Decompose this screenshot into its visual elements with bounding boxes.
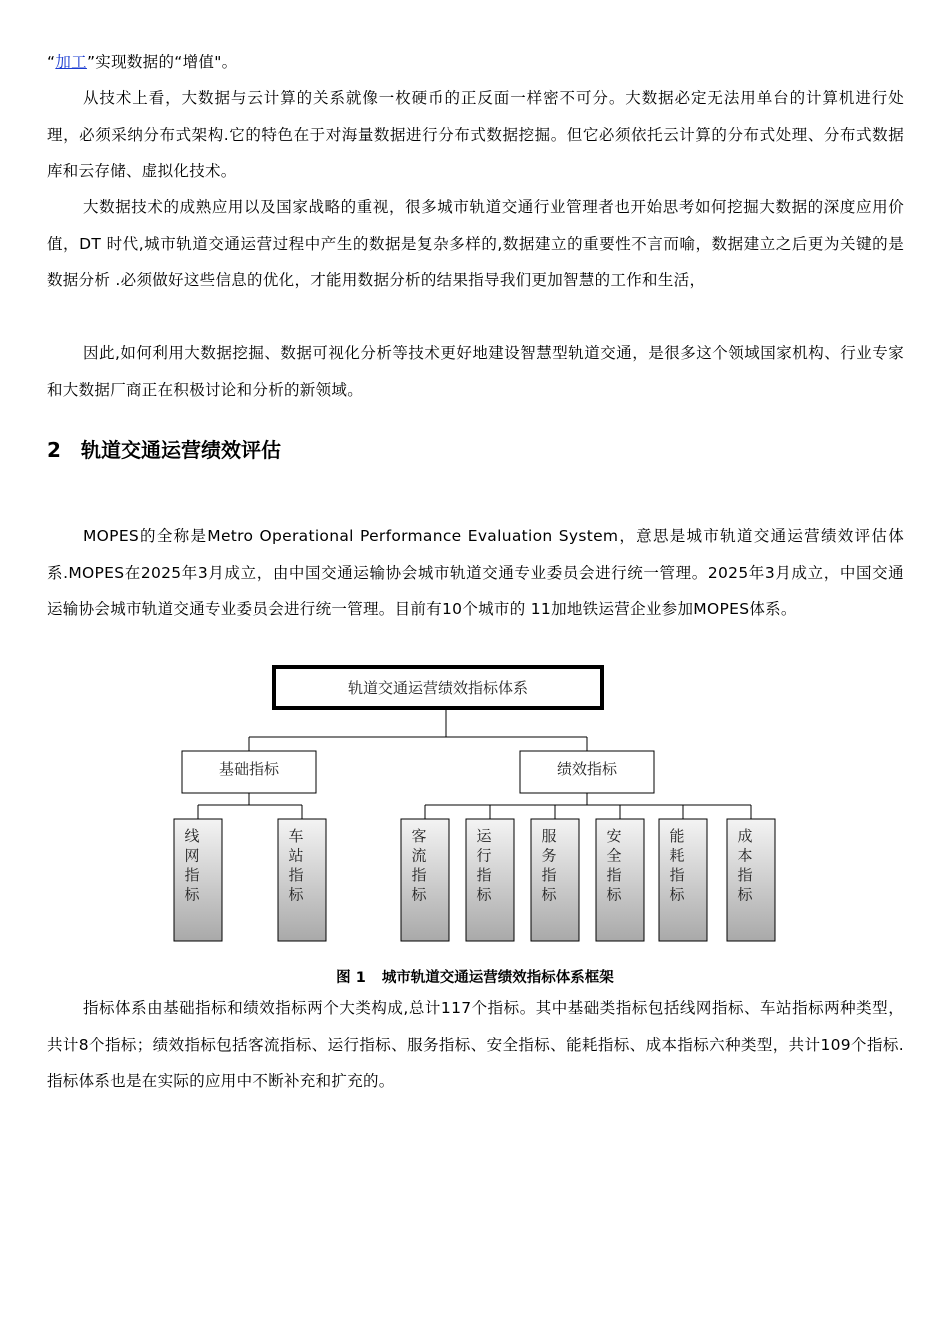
figure-caption <box>0 965 950 991</box>
paragraph-indicator-summary: 指标体系由基础指标和绩效指标两个大类构成,总计117个指标。其中基础类指标包括线网指标、车站指标两种类型，共计8个指标；绩效指标包括客流指标、运行指标、服务指标、安全指标、能耗指标、成本指标六种类型，共计109个指标.指标体系也是在实际的应用中不断补充和扩充的。 <box>47 999 904 1090</box>
leaf-label-char: 指 <box>737 866 753 884</box>
paragraph-smart-rail: 因此,如何利用大数据挖掘、数据可视化分析等技术更好地建设智慧型轨道交通，是很多这个领域国家机构、行业专家和大数据厂商正在积极讨论和分析的新领域。 <box>47 344 904 399</box>
leaf-label-char: 运 <box>476 827 492 845</box>
root-node <box>274 667 602 708</box>
processing-link[interactable]: 加工 <box>55 53 87 71</box>
leaf-label-char: 能 <box>669 827 685 845</box>
leaf-label-char: 指 <box>288 866 304 884</box>
figure-number: 图 1 <box>336 970 366 986</box>
figure-caption-text: 城市轨道交通运营绩效指标体系框架 <box>381 970 614 986</box>
leaf-label-char: 标 <box>737 885 753 904</box>
leaf-label-char: 标 <box>669 885 685 904</box>
leaf-label-char: 务 <box>541 846 557 865</box>
group-label: 绩效指标 <box>556 760 618 778</box>
leaf-label-char: 标 <box>184 885 200 904</box>
leaf-label-char: 全 <box>606 846 622 865</box>
group-nodes <box>182 751 654 793</box>
leaf-label-char: 安 <box>606 827 622 845</box>
leaf-node <box>596 819 644 941</box>
leaf-label-char: 流 <box>411 846 427 865</box>
leaf-label-char: 网 <box>184 846 200 865</box>
leaf-node <box>659 819 707 941</box>
section-title: 轨道交通运营绩效评估 <box>81 438 281 462</box>
leaf-nodes <box>174 819 775 941</box>
paragraph-mopes-intro: MOPES的全称是Metro Operational Performance Evaluation System，意思是城市轨道交通运营绩效评估体系.MOPES在2025年3月成立，由中国交通运输协会城市轨道交通专业委员会进行统一管理。2025年3月成立，中国交通运输协会城市轨道交通专业委员会进行统一管理。目前有10个城市的 11加地铁运营企业参加MOPES体系。 <box>47 527 904 618</box>
leaf-label-char: 指 <box>476 866 492 884</box>
leaf-label-char: 标 <box>476 885 492 904</box>
leaf-node <box>531 819 579 941</box>
paragraph-big-data-cloud: 从技术上看，大数据与云计算的关系就像一枚硬币的正反面一样密不可分。大数据必定无法用单台的计算机进行处理，必须采纳分布式架构.它的特色在于对海量数据进行分布式数据挖掘。但它必须依托云计算的分布式处理、分布式数据库和云存储、虚拟化技术。 <box>47 89 904 180</box>
leaf-label-char: 线 <box>184 827 200 845</box>
leaf-label-char: 车 <box>288 827 304 845</box>
leaf-label-char: 指 <box>411 866 427 884</box>
group-node <box>182 751 316 793</box>
leaf-label-char: 耗 <box>669 846 685 865</box>
leaf-node <box>466 819 514 941</box>
root-label: 轨道交通运营绩效指标体系 <box>347 679 529 697</box>
quote-open: “ <box>47 53 56 71</box>
leaf-label-char: 指 <box>606 866 622 884</box>
leaf-node <box>174 819 222 941</box>
leaf-label-char: 标 <box>288 885 304 904</box>
leaf-node <box>278 819 326 941</box>
leaf-node <box>727 819 775 941</box>
leaf-label-char: 成 <box>737 827 753 845</box>
paragraph-rail-transit-big-data: 大数据技术的成熟应用以及国家战略的重视，很多城市轨道交通行业管理者也开始思考如何挖掘大数据的深度应用价值，DT 时代,城市轨道交通运营过程中产生的数据是复杂多样的,数据建立的重要性不言而喻，数据建立之后更为关键的是数据分析 .必须做好这些信息的优化，才能用数据分析的结果指导我们更加智慧的工作和生活， <box>47 198 904 289</box>
section-number: 2 <box>47 438 61 462</box>
paragraph-continuation-text: ”实现数据的“增值"。 <box>86 53 238 71</box>
leaf-label-char: 标 <box>541 885 557 904</box>
leaf-label-char: 标 <box>411 885 427 904</box>
leaf-label-char: 指 <box>184 866 200 884</box>
leaf-label-char: 客 <box>411 827 427 845</box>
leaf-label-char: 站 <box>288 846 304 865</box>
group-node <box>520 751 654 793</box>
leaf-label-char: 指 <box>541 866 557 884</box>
leaf-label-char: 指 <box>669 866 685 884</box>
leaf-label-char: 标 <box>606 885 622 904</box>
leaf-label-char: 行 <box>476 846 492 865</box>
group-label: 基础指标 <box>218 760 280 778</box>
leaf-node <box>401 819 449 941</box>
leaf-label-char: 服 <box>541 827 557 845</box>
leaf-label-char: 本 <box>737 846 753 865</box>
